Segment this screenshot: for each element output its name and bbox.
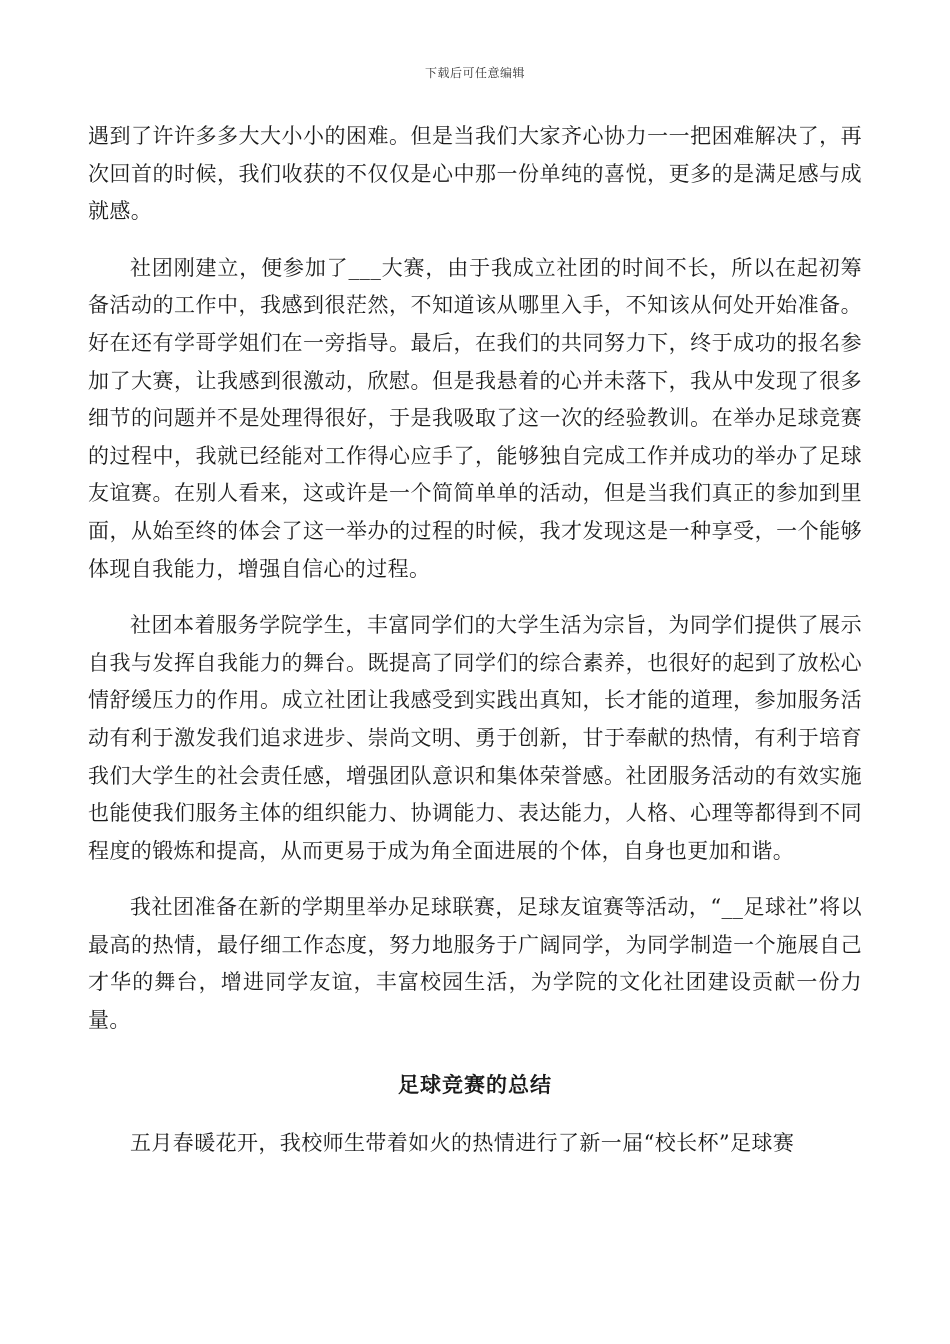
page-header: 下载后可任意编辑	[424, 66, 525, 80]
paragraph-section-start: 五月春暖花开，我校师生带着如火的热情进行了新一届“校长杯”足球赛	[130, 1131, 795, 1156]
paragraph-club-purpose: 社团本着服务学院学生，丰富同学们的大学生活为宗旨，为同学们提供了展示自我与发挥自我能力的舞台。既提高了同学们的综合素养，也很好的起到了放松心情舒缓压力的作用。成立社团让我感受到实践出真知，长才能的道理，参加服务活动有利于激发我们追求进步、崇尚文明、勇于创新，甘于奉献的热情，有利于培育我们大学生的社会责任感，增强团队意识和集体荣誉感。社团服务活动的有效实施也能使我们服务主体的组织能力、协调能力、表达能力，人格、心理等都得到不同程度的锻炼和提高，从而更易于成为角全面进展的个体，自身也更加和谐。	[88, 613, 862, 863]
document-body	[88, 118, 862, 1163]
paragraph-continued: 遇到了许许多多大大小小的困难。但是当我们大家齐心协力一一把困难解决了，再次回首的时候，我们收获的不仅仅是心中那一份单纯的喜悦，更多的是满足感与成就感。	[88, 124, 862, 224]
paragraph-club-plans: 我社团准备在新的学期里举办足球联赛，足球友谊赛等活动，“__足球社”将以最高的热情，最仔细工作态度，努力地服务于广阔同学，为同学制造一个施展自己才华的舞台，增进同学友谊，丰富校园生活，为学院的文化社团建设贡献一份力量。	[88, 895, 862, 1033]
section-title: 足球竞赛的总结	[398, 1071, 552, 1097]
paragraph-club-founding: 社团刚建立，便参加了___大赛，由于我成立社团的时间不长，所以在起初筹备活动的工作中，我感到很茫然，不知道该从哪里入手，不知该从何处开始准备。好在还有学哥学姐们在一旁指导。最后，在我们的共同努力下，终于成功的报名参加了大赛，让我感到很激动，欣慰。但是我悬着的心并未落下，我从中发现了很多细节的问题并不是处理得很好，于是我吸取了这一次的经验教训。在举办足球竞赛的过程中，我就已经能对工作得心应手了，能够独自完成工作并成功的举办了足球友谊赛。在别人看来，这或许是一个简简单单的活动，但是当我们真正的参加到里面，从始至终的体会了这一举办的过程的时候，我才发现这是一种享受，一个能够体现自我能力，增强自信心的过程。	[88, 255, 862, 581]
